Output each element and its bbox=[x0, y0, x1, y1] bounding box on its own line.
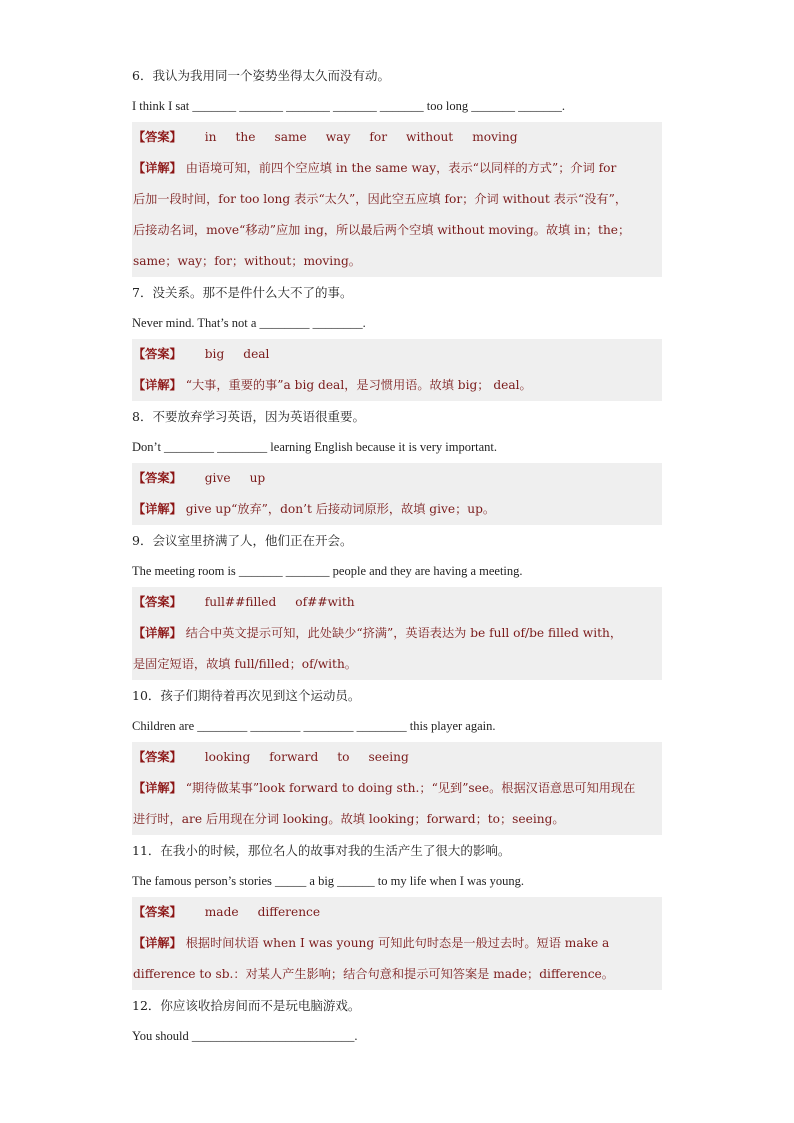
detail-line: same；way；for；without；moving。 bbox=[133, 254, 361, 268]
answer-line bbox=[132, 463, 662, 494]
answer-word: in bbox=[204, 130, 217, 144]
answer-word: the bbox=[235, 130, 256, 144]
answer-word: forward bbox=[269, 750, 319, 764]
detail-line: 是固定短语，故填 full/filled；of/with。 bbox=[133, 657, 357, 671]
question-chinese: 10．孩子们期待着再次见到这个运动员。 bbox=[132, 688, 361, 703]
detail-line bbox=[132, 928, 662, 959]
answer-word: seeing bbox=[368, 750, 409, 764]
question-english: Don’t ________ ________ learning English because it is very important. bbox=[132, 440, 497, 454]
answer-word: big bbox=[204, 347, 225, 361]
answer-word: difference bbox=[257, 905, 321, 919]
answer-word: up bbox=[249, 471, 266, 485]
answer-word: give bbox=[204, 471, 231, 485]
question-english: Children are ________ ________ ________ ________ this player again. bbox=[132, 719, 496, 733]
answer-line bbox=[132, 339, 662, 370]
answer-box bbox=[132, 122, 662, 277]
question-chinese: 8．不要放弃学习英语，因为英语很重要。 bbox=[132, 409, 365, 424]
detail-text: give up“放弃”，don’t 后接动词原形，故填 give；up。 bbox=[185, 502, 496, 516]
answer-word: looking bbox=[204, 750, 251, 764]
detail-tag: 【详解】 bbox=[133, 936, 182, 950]
question-6 bbox=[132, 60, 662, 277]
question-english: You should __________________________. bbox=[132, 1029, 358, 1043]
answer-word: to bbox=[337, 750, 350, 764]
question-english: The meeting room is _______ _______ people and they are having a meeting. bbox=[132, 564, 523, 578]
detail-line: 后接动名词，move“移动”应加 ing，所以最后两个空填 without moving。故填 in；the； bbox=[133, 223, 631, 237]
detail-line: 进行时，are 后用现在分词 looking。故填 looking；forward；to；seeing。 bbox=[133, 812, 565, 826]
question-chinese: 6．我认为我用同一个姿势坐得太久而没有动。 bbox=[132, 68, 390, 83]
question-12 bbox=[132, 990, 662, 1052]
answer-tag: 【答案】 bbox=[133, 905, 182, 919]
answer-tag: 【答案】 bbox=[133, 595, 182, 609]
question-english: The famous person’s stories _____ a big ______ to my life when I was young. bbox=[132, 874, 524, 888]
answer-tag: 【答案】 bbox=[133, 471, 182, 485]
answer-box bbox=[132, 897, 662, 990]
question-chinese: 11．在我小的时候，那位名人的故事对我的生活产生了很大的影响。 bbox=[132, 843, 511, 858]
answer-box bbox=[132, 339, 662, 401]
question-english: Never mind. That’s not a ________ ________. bbox=[132, 316, 366, 330]
question-english: I think I sat _______ _______ _______ _______ _______ too long _______ _______. bbox=[132, 99, 565, 113]
answer-word: deal bbox=[243, 347, 270, 361]
answer-word: of##with bbox=[295, 595, 355, 609]
answer-word: made bbox=[204, 905, 239, 919]
detail-text: 根据时间状语 when I was young 可知此句时态是一般过去时。短语 make a bbox=[185, 936, 610, 950]
question-10 bbox=[132, 680, 662, 835]
answer-word: way bbox=[325, 130, 351, 144]
answer-line bbox=[132, 742, 662, 773]
answer-tag: 【答案】 bbox=[133, 347, 182, 361]
detail-tag: 【详解】 bbox=[133, 781, 182, 795]
detail-text: 结合中英文提示可知，此处缺少“挤满”，英语表达为 be full of/be filled with， bbox=[185, 626, 623, 640]
detail-tag: 【详解】 bbox=[133, 626, 182, 640]
question-list bbox=[132, 60, 662, 1052]
answer-tag: 【答案】 bbox=[133, 130, 182, 144]
detail-line bbox=[132, 773, 662, 804]
answer-word: same bbox=[274, 130, 307, 144]
detail-text: “期待做某事”look forward to doing sth.；“见到”see。根据汉语意思可知用现在 bbox=[185, 781, 636, 795]
detail-tag: 【详解】 bbox=[133, 378, 182, 392]
detail-line bbox=[132, 153, 662, 184]
detail-line bbox=[132, 494, 662, 525]
answer-line bbox=[132, 897, 662, 928]
answer-box bbox=[132, 742, 662, 835]
question-chinese: 7．没关系。那不是件什么大不了的事。 bbox=[132, 285, 353, 300]
detail-text: 由语境可知，前四个空应填 in the same way，表示“以同样的方式”；介词 for bbox=[185, 161, 617, 175]
answer-word: full##filled bbox=[204, 595, 277, 609]
question-9 bbox=[132, 525, 662, 680]
question-11 bbox=[132, 835, 662, 990]
question-7 bbox=[132, 277, 662, 401]
question-chinese: 9．会议室里挤满了人，他们正在开会。 bbox=[132, 533, 353, 548]
detail-tag: 【详解】 bbox=[133, 161, 182, 175]
answer-tag: 【答案】 bbox=[133, 750, 182, 764]
answer-word: for bbox=[369, 130, 388, 144]
detail-tag: 【详解】 bbox=[133, 502, 182, 516]
answer-word: without bbox=[406, 130, 454, 144]
question-chinese: 12．你应该收拾房间而不是玩电脑游戏。 bbox=[132, 998, 361, 1013]
question-8 bbox=[132, 401, 662, 525]
answer-word: moving bbox=[472, 130, 518, 144]
detail-line bbox=[132, 618, 662, 649]
detail-line: difference to sb.：对某人产生影响；结合句意和提示可知答案是 made；difference。 bbox=[133, 967, 614, 981]
answer-box bbox=[132, 463, 662, 525]
answer-line bbox=[132, 587, 662, 618]
answer-box bbox=[132, 587, 662, 680]
detail-text: “大事，重要的事”a big deal，是习惯用语。故填 big； deal。 bbox=[185, 378, 532, 392]
detail-line bbox=[132, 370, 662, 401]
detail-line: 后加一段时间，for too long 表示“太久”，因此空五应填 for；介词 without 表示“没有”， bbox=[133, 192, 628, 206]
answer-line bbox=[132, 122, 662, 153]
